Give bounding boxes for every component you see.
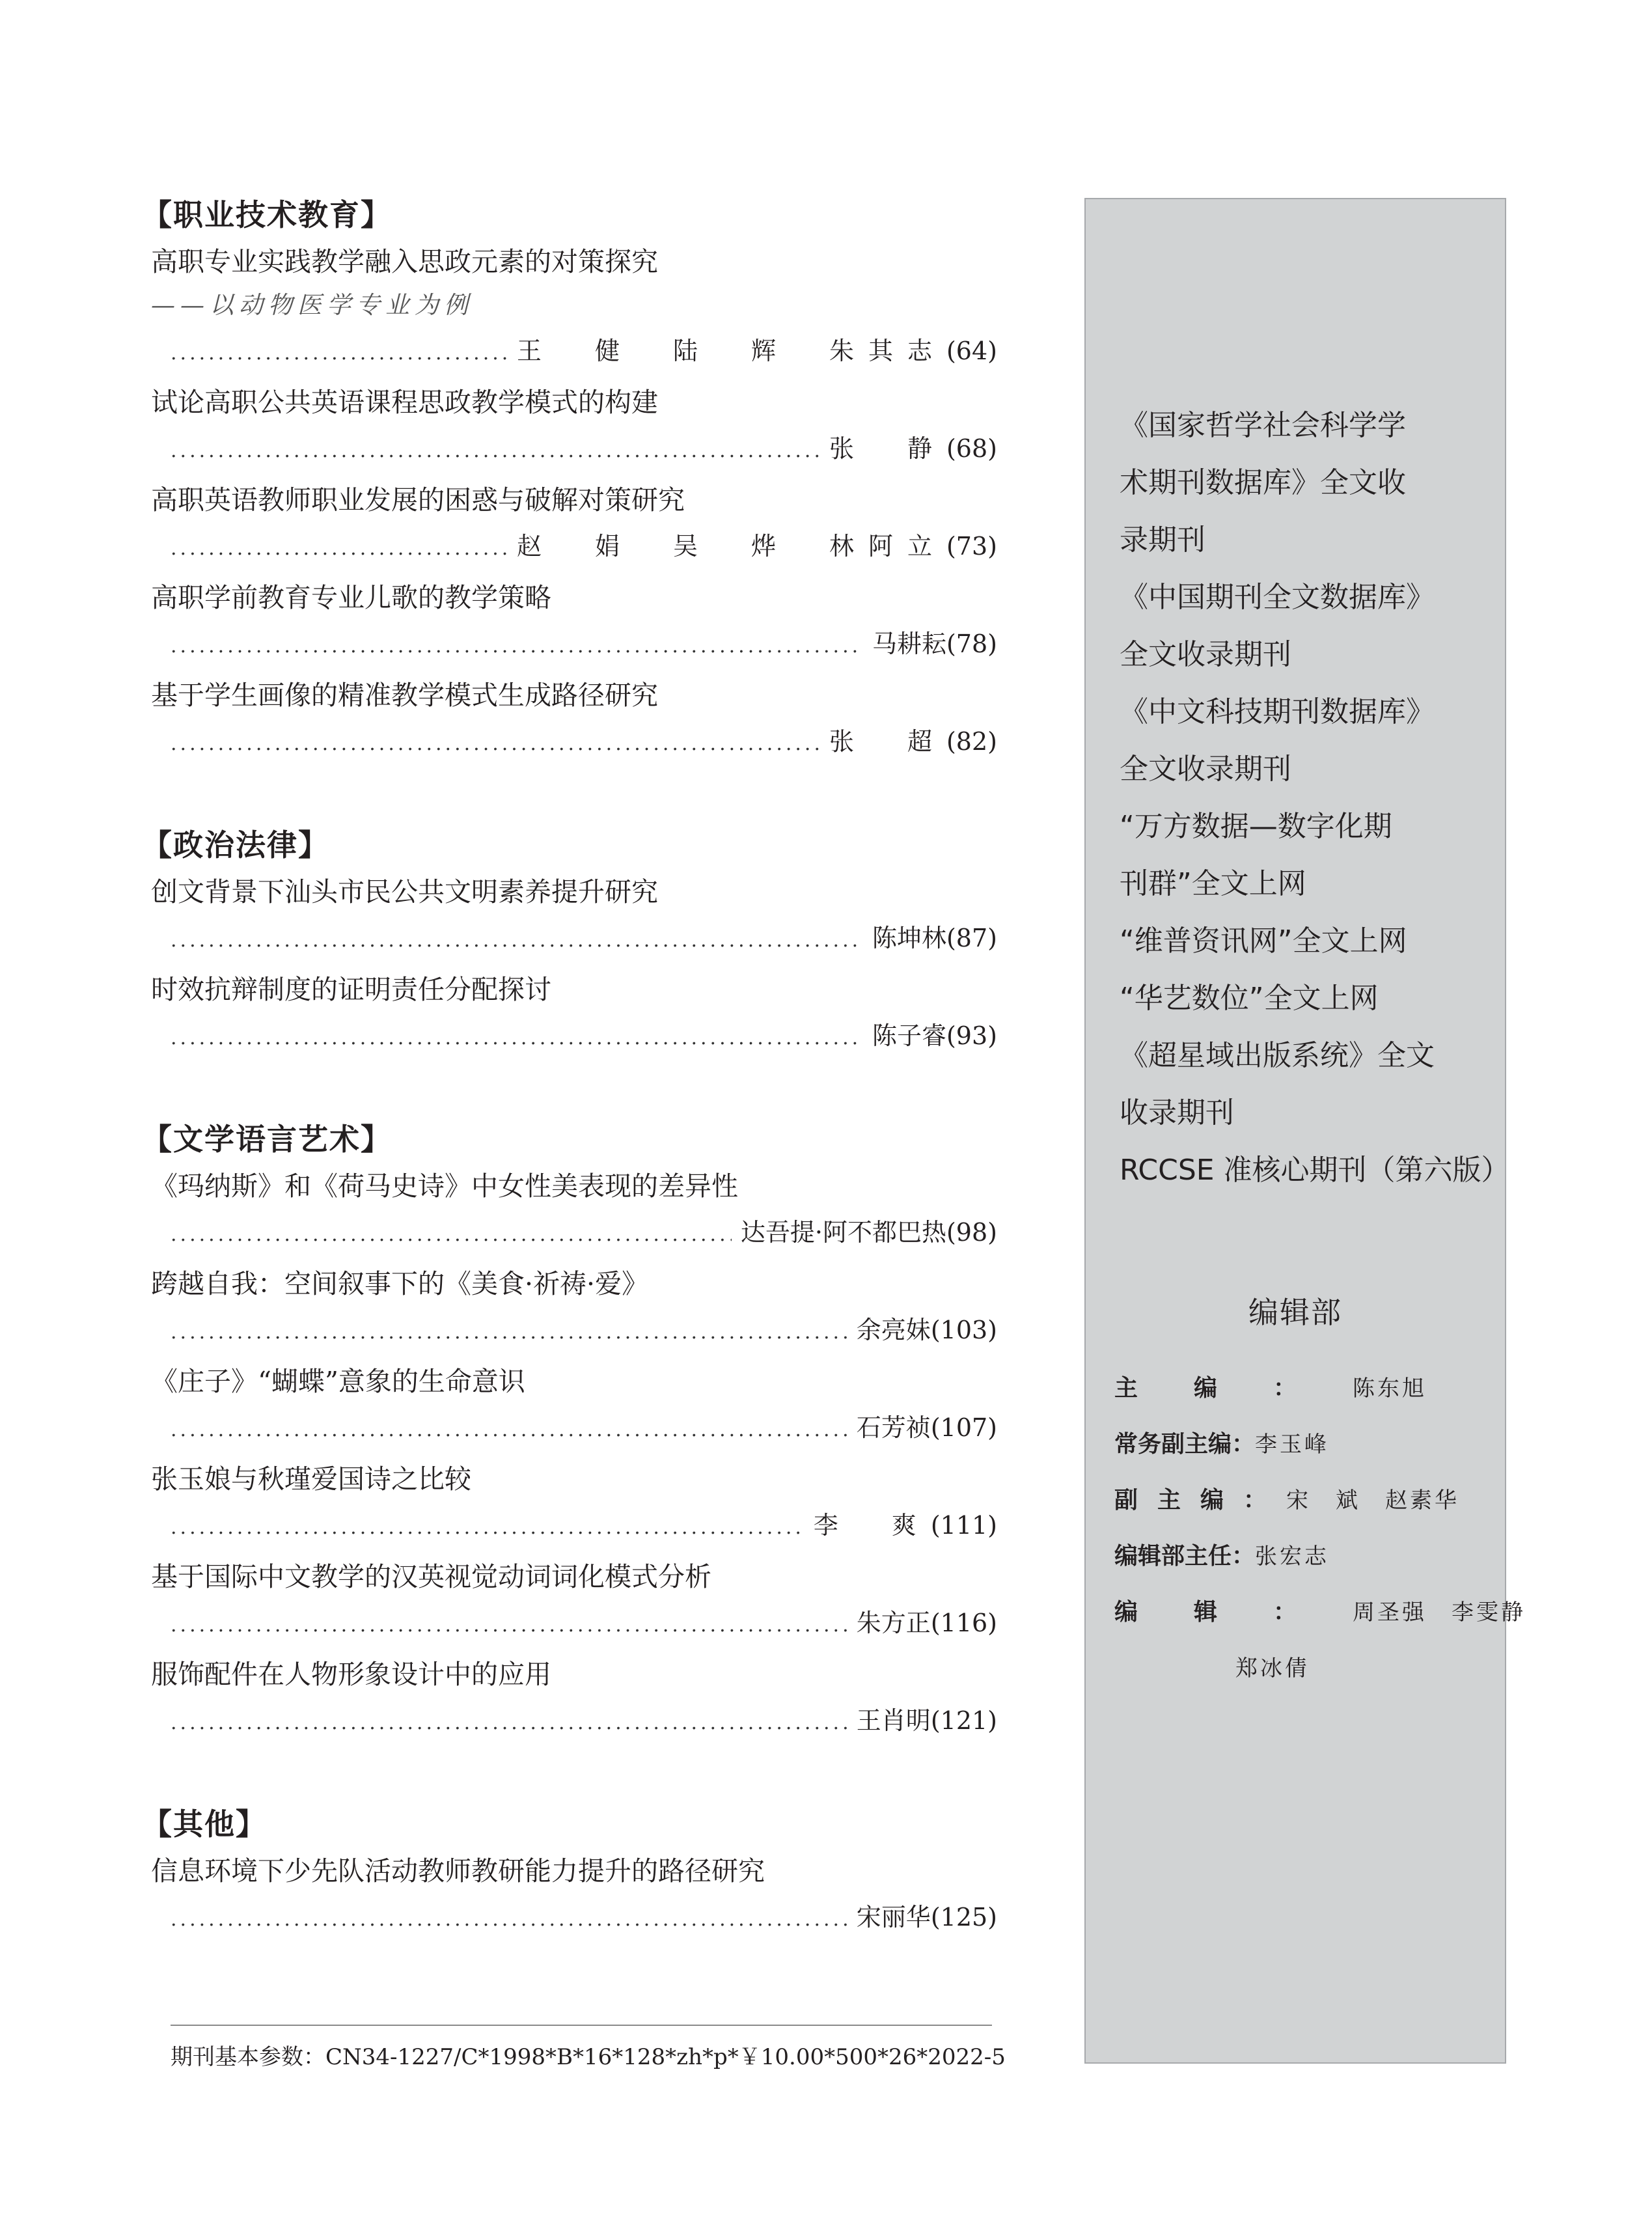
page-number: (87) (946, 924, 997, 952)
article-title[interactable]: 高职专业实践教学融入思政元素的对策探究 (151, 246, 658, 277)
toc-entry[interactable] (151, 240, 997, 375)
toc-entry[interactable] (151, 478, 997, 570)
page-number: (78) (946, 630, 997, 658)
editorial-board-title: 编辑部 (1248, 1295, 1342, 1330)
toc-entry[interactable] (151, 673, 997, 766)
toc-entry[interactable] (151, 575, 997, 668)
staff-label: 副主编： (1114, 1487, 1287, 1514)
database-line: RCCSE 准核心期刊（第六版） (1120, 1154, 1510, 1187)
indexing-sidebar (1084, 198, 1526, 2064)
author-line (151, 620, 997, 668)
database-line: 收录期刊 (1120, 1096, 1234, 1129)
author-line (151, 1404, 997, 1452)
toc-entry[interactable] (151, 1652, 997, 1745)
article-title[interactable]: 跨越自我：空间叙事下的《美食·祈祷·爱》 (151, 1268, 649, 1299)
article-authors: 王肖明 (856, 1706, 931, 1735)
dot-leader (171, 917, 863, 965)
footer-divider (171, 2025, 992, 2026)
database-line: 《超星域出版系统》全文 (1120, 1039, 1435, 1072)
staff-name: 李玉峰 (1255, 1432, 1330, 1458)
staff-label: 编辑： (1114, 1599, 1353, 1626)
page-number: (107) (930, 1413, 997, 1442)
author-line (151, 717, 997, 766)
staff-name: 宋 斌 赵素华 (1286, 1488, 1460, 1514)
page-number: (98) (946, 1218, 997, 1247)
toc-entry[interactable] (151, 1262, 997, 1354)
article-authors: 石芳祯 (856, 1413, 931, 1442)
article-title[interactable]: 信息环境下少先队活动教师教研能力提升的路径研究 (151, 1855, 765, 1887)
dot-leader (171, 1014, 863, 1062)
article-authors: 达吾提·阿不都巴热 (740, 1218, 946, 1247)
staff-row-chief-editor (1114, 1361, 1498, 1417)
article-title[interactable]: 张玉娘与秋瑾爱国诗之比较 (151, 1463, 471, 1495)
database-line: 术期刊数据库》全文收 (1120, 466, 1406, 499)
author-line (151, 1599, 997, 1647)
article-title[interactable]: 《庄子》“蝴蝶”意象的生命意识 (151, 1366, 525, 1397)
article-authors: 陈坤林 (872, 924, 946, 952)
article-title[interactable]: 《玛纳斯》和《荷马史诗》中女性美表现的差异性 (151, 1170, 738, 1202)
staff-row-deputy-editor (1114, 1473, 1498, 1529)
article-authors: 张 静 (829, 434, 946, 463)
staff-name: 张宏志 (1255, 1544, 1330, 1570)
staff-row-editors (1114, 1585, 1526, 1641)
dot-leader (171, 1504, 805, 1552)
page-number: (82) (946, 727, 997, 756)
article-title[interactable]: 基于学生画像的精准教学模式生成路径研究 (151, 680, 658, 711)
toc-section-other (142, 1803, 997, 1941)
toc-entry[interactable] (151, 380, 997, 473)
article-title[interactable]: 服饰配件在人物形象设计中的应用 (151, 1659, 551, 1690)
dot-leader (171, 1211, 732, 1259)
page-number: (68) (946, 434, 997, 463)
dot-leader (171, 1601, 847, 1650)
toc-section-literature-language-art (142, 1118, 997, 1745)
toc-entry[interactable] (151, 967, 997, 1060)
database-line: 录期刊 (1120, 523, 1205, 557)
database-line: “华艺数位”全文上网 (1120, 982, 1379, 1015)
staff-row-office-director (1114, 1529, 1498, 1585)
article-authors: 王 健 陆 辉 朱其志 (516, 337, 946, 365)
database-line: 《中文科技期刊数据库》 (1120, 695, 1435, 728)
page-number: (64) (946, 337, 997, 365)
article-title[interactable]: 高职英语教师职业发展的困惑与破解对策研究 (151, 484, 685, 516)
article-title[interactable]: 创文背景下汕头市民公共文明素养提升研究 (151, 876, 658, 907)
editorial-staff-list (1114, 1361, 1526, 1696)
page-number: (121) (930, 1706, 997, 1735)
article-authors: 朱方正 (856, 1609, 931, 1637)
dot-leader (171, 1406, 847, 1454)
toc-entry[interactable] (151, 870, 997, 962)
dot-leader (171, 1896, 847, 1944)
toc-entry[interactable] (151, 1164, 997, 1256)
article-authors: 赵 娟 吴 烨 林阿立 (516, 532, 946, 561)
database-line: 《国家哲学社会科学学 (1120, 409, 1406, 442)
article-authors: 马耕耘 (872, 630, 946, 658)
journal-parameters: 期刊基本参数：CN34-1227/C*1998*B*16*128*zh*p*￥10.00*500*26*2022-5 (171, 2044, 1006, 2070)
section-title: 【职业技术教育】 (142, 197, 392, 232)
toc-entry[interactable] (151, 1555, 997, 1647)
dot-leader (171, 1308, 847, 1357)
author-line (151, 1306, 997, 1354)
database-list (1120, 397, 1510, 1199)
dot-leader (171, 1699, 847, 1747)
author-line (151, 1501, 997, 1549)
article-title[interactable]: 基于国际中文教学的汉英视觉动词词化模式分析 (151, 1561, 711, 1592)
toc-section-vocational (142, 194, 997, 766)
staff-row-editors-continued (1114, 1641, 1498, 1696)
page-number: (111) (930, 1511, 997, 1540)
toc-entry[interactable] (151, 1457, 997, 1549)
author-line (151, 1893, 997, 1941)
toc-section-politics-law (142, 824, 997, 1060)
article-authors: 陈子睿 (872, 1021, 946, 1050)
staff-name: 周圣强 李雯静 (1353, 1599, 1526, 1626)
page-number: (73) (946, 532, 997, 561)
author-line (151, 522, 997, 570)
article-title[interactable]: 试论高职公共英语课程思政教学模式的构建 (151, 387, 658, 418)
page-number: (116) (930, 1609, 997, 1637)
database-line: 全文收录期刊 (1120, 753, 1291, 786)
author-line (151, 327, 997, 375)
article-title[interactable]: 时效抗辩制度的证明责任分配探讨 (151, 974, 551, 1005)
staff-label: 主编： (1114, 1375, 1353, 1402)
table-of-contents (142, 194, 997, 2000)
dot-leader (171, 427, 820, 475)
article-authors: 余亮妹 (856, 1316, 931, 1344)
database-line: “万方数据—数字化期 (1120, 810, 1392, 843)
section-title: 【文学语言艺术】 (142, 1122, 392, 1157)
staff-row-executive-deputy-editor (1114, 1417, 1498, 1473)
author-line (151, 914, 997, 962)
article-authors: 李 爽 (813, 1511, 931, 1540)
section-title: 【政治法律】 (142, 827, 329, 863)
article-subtitle: ——以动物医学专业为例 (151, 291, 473, 319)
article-authors: 宋丽华 (856, 1903, 931, 1931)
author-line (151, 1696, 997, 1745)
database-line: “维普资讯网”全文上网 (1120, 924, 1407, 958)
page-number: (93) (946, 1021, 997, 1050)
author-line (151, 1012, 997, 1060)
page-number: (125) (930, 1903, 997, 1931)
database-line: 《中国期刊全文数据库》 (1120, 581, 1435, 614)
toc-entry[interactable] (151, 1359, 997, 1452)
dot-leader (171, 525, 508, 573)
staff-name: 陈东旭 (1353, 1376, 1427, 1402)
dot-leader (171, 329, 508, 378)
staff-label: 常务副主编： (1114, 1431, 1256, 1458)
database-line: 全文收录期刊 (1120, 638, 1291, 671)
article-title[interactable]: 高职学前教育专业儿歌的教学策略 (151, 582, 551, 613)
author-line (151, 424, 997, 473)
toc-entry[interactable] (151, 1849, 997, 1941)
staff-name: 郑冰倩 (1235, 1655, 1310, 1682)
staff-label: 编辑部主任： (1114, 1543, 1256, 1570)
article-authors: 张 超 (829, 727, 946, 756)
page-number: (103) (930, 1316, 997, 1344)
section-title: 【其他】 (142, 1807, 267, 1842)
author-line (151, 1208, 997, 1256)
dot-leader (171, 720, 820, 768)
dot-leader (171, 622, 863, 671)
database-line: 刊群”全文上网 (1120, 867, 1306, 900)
